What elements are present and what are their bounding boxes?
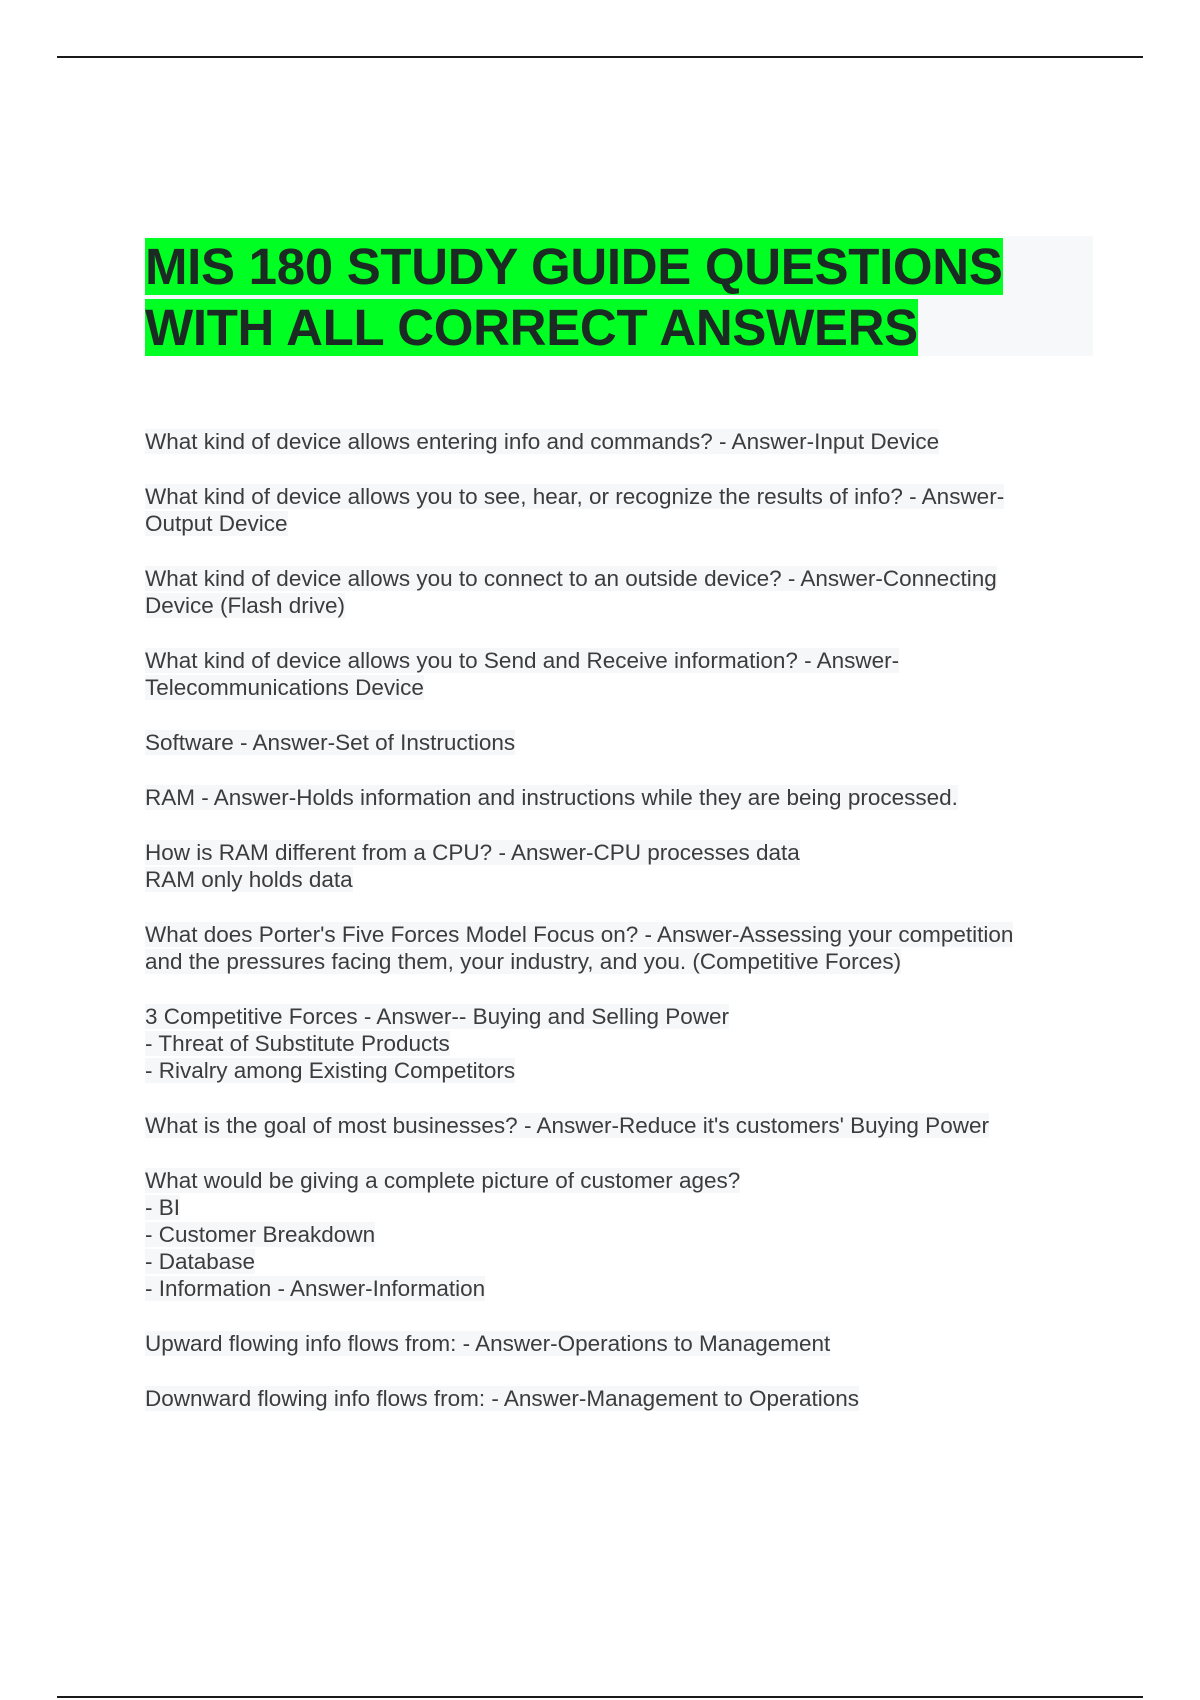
title-line-1: MIS 180 STUDY GUIDE QUESTIONS	[145, 238, 1003, 295]
qa-line	[145, 921, 1095, 948]
qa-line	[145, 647, 1095, 674]
qa-line-text: Downward flowing info flows from: - Answer-Management to Operations	[145, 1386, 860, 1411]
top-rule	[57, 56, 1143, 58]
qa-item	[145, 1003, 1095, 1084]
qa-line-text: What kind of device allows entering info and commands? - Answer-Input Device	[145, 429, 940, 454]
qa-line	[145, 1275, 1095, 1302]
qa-line	[145, 1248, 1095, 1275]
qa-line	[145, 1167, 1095, 1194]
qa-line	[145, 784, 1095, 811]
qa-line	[145, 483, 1095, 510]
qa-line-text: RAM only holds data	[145, 867, 353, 892]
qa-line-text: - BI	[145, 1195, 181, 1220]
qa-line	[145, 1194, 1095, 1221]
qa-line	[145, 510, 1095, 537]
qa-line-text: Upward flowing info flows from: - Answer-Operations to Management	[145, 1331, 831, 1356]
qa-item	[145, 647, 1095, 701]
qa-line	[145, 674, 1095, 701]
bottom-rule	[57, 1696, 1143, 1698]
qa-line-text: How is RAM different from a CPU? - Answer-CPU processes data	[145, 840, 800, 865]
qa-line	[145, 1003, 1095, 1030]
qa-line-text: - Information - Answer-Information	[145, 1276, 486, 1301]
qa-line	[145, 1385, 1095, 1412]
qa-item	[145, 1385, 1095, 1412]
qa-item	[145, 1330, 1095, 1357]
qa-line-text: Device (Flash drive)	[145, 593, 346, 618]
qa-line-text: and the pressures facing them, your industry, and you. (Competitive Forces)	[145, 949, 902, 974]
qa-line-text: What would be giving a complete picture of customer ages?	[145, 1168, 741, 1193]
qa-line	[145, 1112, 1095, 1139]
qa-line-text: Telecommunications Device	[145, 675, 424, 700]
qa-line-text: What kind of device allows you to Send and Receive information? - Answer-	[145, 648, 900, 673]
qa-item	[145, 483, 1095, 537]
qa-line	[145, 1330, 1095, 1357]
title-line-2: WITH ALL CORRECT ANSWERS	[145, 299, 918, 356]
qa-line	[145, 729, 1095, 756]
qa-item	[145, 565, 1095, 619]
qa-line-text: RAM - Answer-Holds information and instructions while they are being processed.	[145, 785, 958, 810]
qa-line	[145, 1221, 1095, 1248]
qa-line	[145, 948, 1095, 975]
qa-item	[145, 729, 1095, 756]
qa-line-text: Software - Answer-Set of Instructions	[145, 730, 516, 755]
qa-line	[145, 1057, 1095, 1084]
qa-line	[145, 428, 1095, 455]
qa-line-text: What kind of device allows you to see, hear, or recognize the results of info? - Answer-	[145, 484, 1005, 509]
title-block	[145, 236, 1093, 356]
qa-item	[145, 428, 1095, 455]
qa-line-text: 3 Competitive Forces - Answer-- Buying and Selling Power	[145, 1004, 730, 1029]
qa-line-text: Output Device	[145, 511, 288, 536]
qa-line-text: - Customer Breakdown	[145, 1222, 376, 1247]
qa-line	[145, 839, 1095, 866]
document-title	[145, 236, 1093, 358]
qa-line-text: What is the goal of most businesses? - Answer-Reduce it's customers' Buying Power	[145, 1113, 989, 1138]
qa-line-text: - Threat of Substitute Products	[145, 1031, 450, 1056]
qa-line	[145, 1030, 1095, 1057]
qa-item	[145, 784, 1095, 811]
qa-line	[145, 866, 1095, 893]
qa-line	[145, 565, 1095, 592]
qa-line-text: What kind of device allows you to connect to an outside device? - Answer-Connecting	[145, 566, 997, 591]
qa-line-text: What does Porter's Five Forces Model Focus on? - Answer-Assessing your competition	[145, 922, 1014, 947]
qa-item	[145, 1167, 1095, 1302]
qa-line-text: - Rivalry among Existing Competitors	[145, 1058, 516, 1083]
qa-line-text: - Database	[145, 1249, 256, 1274]
qa-item	[145, 1112, 1095, 1139]
qa-list	[145, 428, 1095, 1440]
qa-line	[145, 592, 1095, 619]
qa-item	[145, 921, 1095, 975]
qa-item	[145, 839, 1095, 893]
